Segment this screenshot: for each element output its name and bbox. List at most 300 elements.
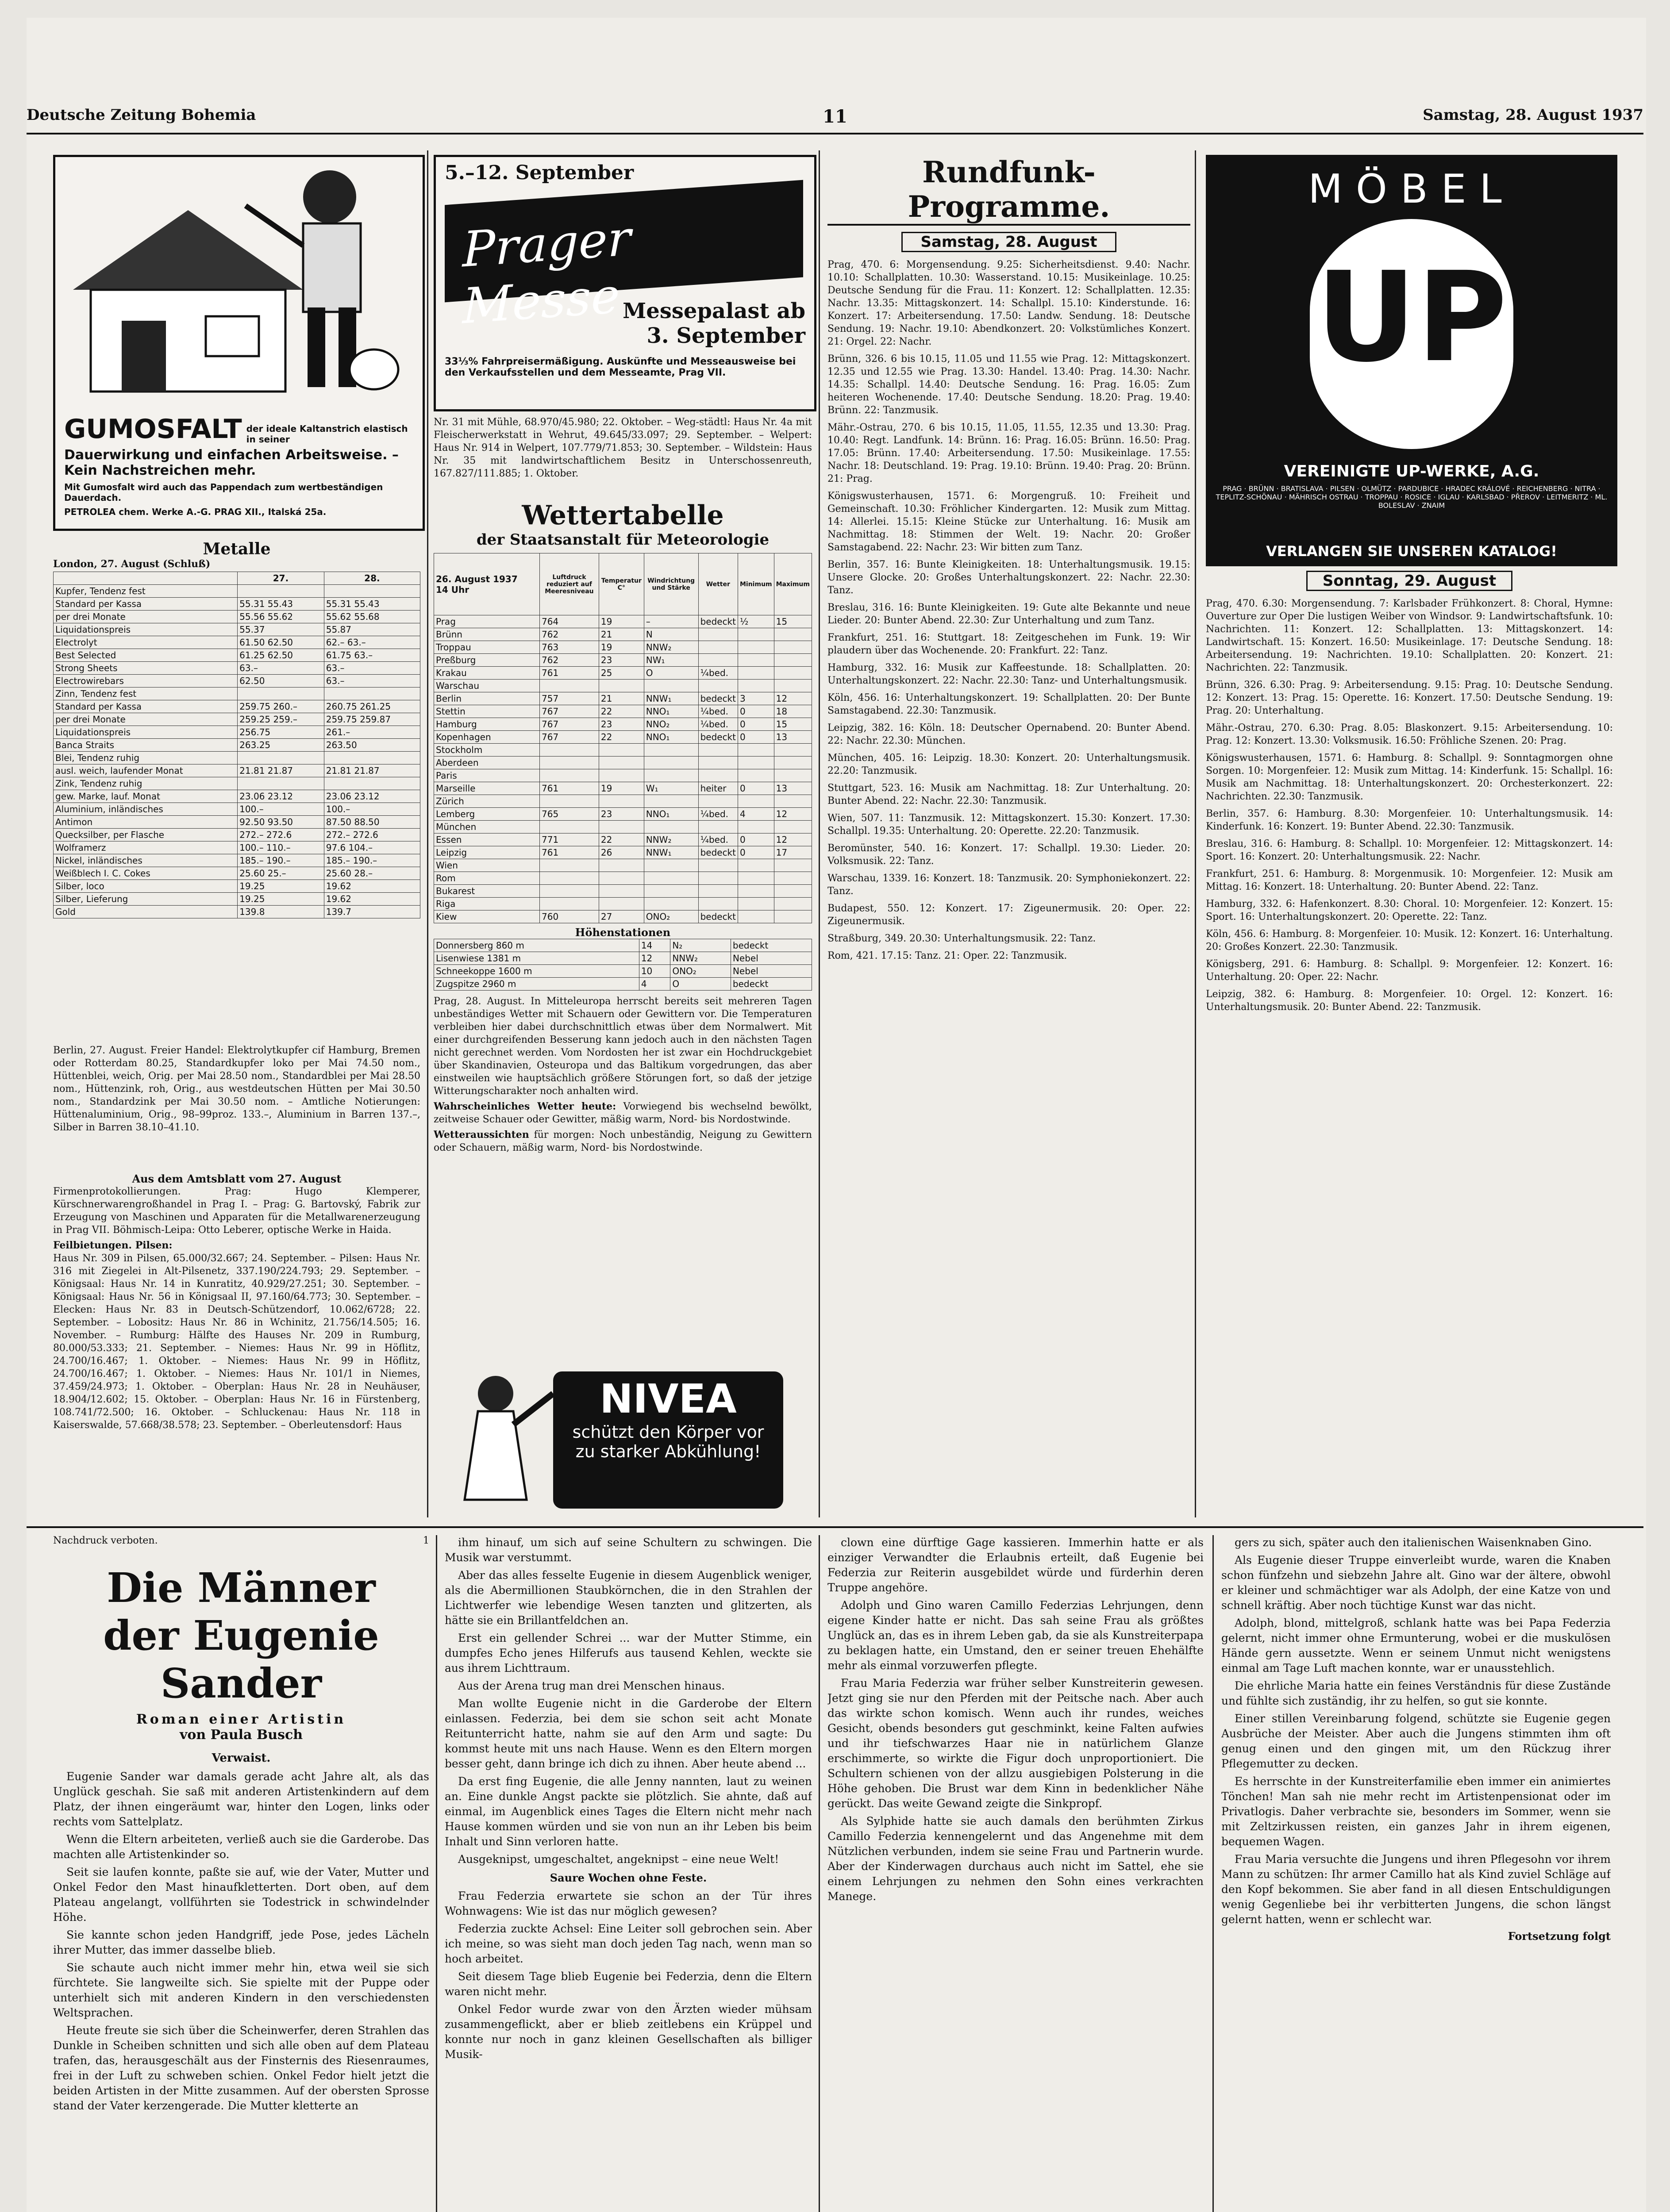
paragraph: Die ehrliche Maria hatte ein feines Verständnis für diese Zustände und fühlte sich zuständig, ihr zu helfen, so gut sie konnte. bbox=[1221, 1679, 1611, 1707]
metal-cell: 97.6 104.– bbox=[324, 841, 420, 854]
paragraph: Als Sylphide hatte sie auch damals den berühmten Zirkus Camillo Federzia kennengelernt und das Angenehme mit dem Nützlichen verbunden, indem sie seine Frau und Partnerin wurde. Aber der Kinderwagen durchaus auch nicht im Sattel, ehe sie einem Lehrjungen zu nehmen den Sohn eines verkrachten Manege. bbox=[827, 1815, 1204, 1903]
metal-cell: 19.25 bbox=[238, 880, 324, 893]
metal-cell: 100.– bbox=[238, 803, 324, 816]
metal-cell: Gold bbox=[54, 906, 238, 918]
metal-cell: 23.06 23.12 bbox=[324, 790, 420, 803]
wetter-cell: Stockholm bbox=[434, 744, 540, 757]
wetter-cell: Wien bbox=[434, 859, 540, 872]
table-row bbox=[54, 816, 420, 829]
rundfunk-sunday bbox=[1206, 571, 1613, 1517]
table-row bbox=[54, 636, 420, 649]
station-entry: Warschau, 1339. 16: Konzert. 18: Tanzmusik. 20: Symphoniekonzert. 22: Tanz. bbox=[827, 873, 1190, 897]
wetter-cell bbox=[540, 898, 599, 910]
metal-cell: 185.– 190.– bbox=[238, 854, 324, 867]
wetter-cell bbox=[774, 628, 812, 641]
paragraph: Adolph und Gino waren Camillo Federzias Lehrjungen, denn eigene Kinder hatte er nicht. Das sah seine Frau als größtes Unglück an, das es in ihrem Leben gab, da sie als Kunstreiterpapa zu beklagen hatte, ein Umstand, den er seiner treuen Ehehälfte mehr als einmal vorzuwerfen pflegte. bbox=[827, 1599, 1204, 1672]
wetter-cell bbox=[698, 628, 738, 641]
wetter-date-header bbox=[434, 553, 540, 615]
wetter-cell: ¼bed. bbox=[698, 705, 738, 718]
wetter-cell bbox=[644, 898, 698, 910]
table-row bbox=[54, 880, 420, 893]
station-entry: Brünn, 326. 6.30: Prag. 9: Arbeitersendung. 9.15: Prag. 10: Deutsche Sendung. 12: Konzert. 13: Prag. 15: Operette. 16: Konzert. 17.50: Deutsche Sendung. 19: Prag. 20: Unterhaltung. bbox=[1206, 680, 1613, 716]
wetter-cell bbox=[540, 757, 599, 769]
wetter-cell: ¼bed. bbox=[698, 808, 738, 821]
wetter-cell: 767 bbox=[540, 718, 599, 731]
paragraph: Heute freute sie sich über die Scheinwerfer, deren Strahlen das Dunkle in Scheiben schnitten und sich alle oben auf dem Plateau trafen, das, herausgeschält aus der Finsternis des Riesenraumes, frei in der Luft zu schweben schien. Onkel Fedor hielt jetzt die beiden Artisten in der Mitte zusammen. Auf der obersten Sprosse stand der Vater kerzengerade. Die Mutter kletterte an bbox=[53, 2024, 429, 2112]
metal-cell: Kupfer, Tendenz fest bbox=[54, 585, 238, 598]
paragraph: Seit sie laufen konnte, paßte sie auf, wie der Vater, Mutter und Onkel Fedor den Mast hinaufkletterten. Dort oben, auf dem Plateau angelangt, vollführten sie Todestrick in schwindelnder Höhe. bbox=[53, 1866, 429, 1924]
metal-cell: 25.60 25.– bbox=[238, 867, 324, 880]
wetter-cell bbox=[698, 757, 738, 769]
station-entry: Königswusterhausen, 1571. 6: Morgengruß. 10: Freiheit und Gemeinschaft. 10.30: Fröhlicher Kindergarten. 12: Musik zum Mittag. 14: Allerlei. 15.15: Kleine Stücke zur Unterhaltung. 16: Musik am Nachmittag. 18: Stimmen der Welt. 19: Nachr. 20: Großer Samstagabend. 22: Nachr. 23: Wir bitten zum Tanz. bbox=[827, 491, 1190, 553]
table-row bbox=[434, 615, 812, 628]
table-row bbox=[434, 757, 812, 769]
roman-text-2 bbox=[445, 1535, 812, 1867]
table-row bbox=[434, 821, 812, 833]
paragraph: Onkel Fedor wurde zwar von den Ärzten wieder mühsam zusammengeflickt, aber er blieb zeitlebens ein Krüppel und konnte nur noch in ganz kleinen Gesellschaften als billiger Musik- bbox=[445, 2003, 812, 2061]
wetter-cell: ONO₂ bbox=[644, 910, 698, 923]
station-entry: Mähr.-Ostrau, 270. 6.30: Prag. 8.05: Blaskonzert. 9.15: Arbeitersendung. 10: Prag. 12: Konzert. 13.30: Volksmusik. 16.50: Fröhliche Szenen. 20: Prag. bbox=[1206, 722, 1613, 746]
saturday-label: Samstag, 28. August bbox=[901, 232, 1116, 252]
wetter-cell bbox=[698, 872, 738, 885]
station-entry: Brünn, 326. 6 bis 10.15, 11.05 und 11.55 wie Prag. 12: Mittagskonzert. 12.35 und 12.55 wie Prag. 13.30: Handel. 13.40: Prag. 14.30: Nachr. 14.35: Schallpl. 14.40: Deutsche Sendung. 16: Prag. 16.05: Zum heiteren Wochenende. 17.40: Deutsche Sendung. 18.20: Prag. 19.40: Brünn. 22: Tanzmusik. bbox=[827, 353, 1190, 416]
paragraph: Ausgeknipst, umgeschaltet, angeknipst – eine neue Welt! bbox=[458, 1853, 779, 1866]
wetter-cell bbox=[738, 757, 774, 769]
wetter-cell bbox=[599, 795, 644, 808]
table-row bbox=[434, 641, 812, 654]
wetter-cell: 765 bbox=[540, 808, 599, 821]
wetter-cell: ¼bed. bbox=[698, 718, 738, 731]
metalle-table bbox=[53, 572, 420, 918]
table-row bbox=[54, 687, 420, 700]
table-row bbox=[434, 898, 812, 910]
metal-cell: 63.– bbox=[324, 675, 420, 687]
metal-cell: 185.– 190.– bbox=[324, 854, 420, 867]
metal-cell: ausl. weich, laufender Monat bbox=[54, 764, 238, 777]
wetter-cell: 21 bbox=[599, 692, 644, 705]
metal-cell: Nickel, inländisches bbox=[54, 854, 238, 867]
table-row bbox=[54, 611, 420, 623]
metal-cell: Liquidationspreis bbox=[54, 623, 238, 636]
hoehen-cell: bedeckt bbox=[731, 939, 812, 952]
metal-cell: Wolframerz bbox=[54, 841, 238, 854]
station-entry: Frankfurt, 251. 6: Hamburg. 8: Morgenmusik. 10: Morgenfeier. 12: Musik am Mittag. 16: Konzert. 18: Unterhaltung. 20: Bunter Abend. 22: Tanz. bbox=[1206, 868, 1613, 892]
station-entry: Prag, 470. 6: Morgensendung. 9.25: Sicherheitsdienst. 9.40: Nachr. 10.10: Schallplatten. 10.30: Wasserstand. 10.15: Musikeinlage. 10.25: Deutsche Sendung für die Frau. 11: Konzert. 12: Schallplatten. 12.35: Nachr. 13.35: Mittagskonzert. 14: Schallpl. 15.10: Kinderstunde. 16: Konzert. 17: Arbeitersendung. 17.50: Landw. Sendung. 18: Deutsche Sendung. 19: Nachr. 19.10: Abendkonzert. 20: Volkstümliches Konzert. 21: Orgel. 22: Nachr. bbox=[827, 259, 1190, 347]
metal-cell: 100.– 110.– bbox=[238, 841, 324, 854]
metal-cell: 19.62 bbox=[324, 893, 420, 906]
wetter-cell: bedeckt bbox=[698, 731, 738, 744]
hoehen-cell: Donnersberg 860 m bbox=[434, 939, 639, 952]
metal-cell: 19.62 bbox=[324, 880, 420, 893]
station-entry: Wien, 507. 11: Tanzmusik. 12: Mittagskonzert. 15.30: Konzert. 17.30: Schallpl. 19.35: Unterhaltung. 20: Operette. 22.20: Tanzmusik. bbox=[827, 813, 1190, 837]
wetter-h-max: Maximum bbox=[774, 553, 812, 615]
metal-cell: Zink, Tendenz ruhig bbox=[54, 777, 238, 790]
wetter-cell bbox=[698, 795, 738, 808]
messe-ad bbox=[434, 155, 816, 411]
wetter-h-wind: Windrichtung und Stärke bbox=[644, 553, 698, 615]
wetter-cell bbox=[738, 859, 774, 872]
station-entry: Hamburg, 332. 16: Musik zur Kaffeestunde. 18: Schallplatten. 20: Unterhaltungskonzert. 22: Nachr. 22.30: Tanz- und Unterhaltungsmusik. bbox=[827, 662, 1190, 686]
forecast-title: Wahrscheinliches Wetter heute: bbox=[434, 1101, 616, 1112]
wetter-cell: 23 bbox=[599, 654, 644, 667]
table-row bbox=[54, 623, 420, 636]
mobel-top: MÖBEL bbox=[1308, 166, 1515, 212]
wetter-cell bbox=[540, 821, 599, 833]
station-entry: Straßburg, 349. 20.30: Unterhaltungsmusik. 22: Tanz. bbox=[827, 933, 1096, 944]
chapter-title: Verwaist. bbox=[212, 1751, 271, 1765]
metal-cell: 87.50 88.50 bbox=[324, 816, 420, 829]
metal-cell bbox=[324, 585, 420, 598]
metal-cell: Strong Sheets bbox=[54, 662, 238, 675]
table-row bbox=[54, 598, 420, 611]
hoehen-cell: 4 bbox=[639, 978, 670, 991]
forecast-text: Vorwiegend bis wechselnd bewölkt, zeitweise Schauer oder Gewitter, mäßig warm, Nord- bis Nordostwinde. bbox=[434, 1101, 812, 1125]
table-row bbox=[434, 769, 812, 782]
wetter-cell bbox=[644, 859, 698, 872]
sunday-label: Sonntag, 29. August bbox=[1306, 571, 1512, 591]
table-row bbox=[434, 680, 812, 692]
metal-cell: 259.25 259.– bbox=[238, 713, 324, 726]
hoehen-cell: 10 bbox=[639, 965, 670, 978]
wetter-cell: W₁ bbox=[644, 782, 698, 795]
wetter-cell bbox=[774, 795, 812, 808]
metal-cell: 61.75 63.– bbox=[324, 649, 420, 662]
paragraph: Seit diesem Tage blieb Eugenie bei Federzia, denn die Eltern waren nicht mehr. bbox=[445, 1970, 812, 1998]
metal-cell bbox=[238, 687, 324, 700]
wetter-cell: 757 bbox=[540, 692, 599, 705]
station-entry: Stuttgart, 523. 16: Musik am Nachmittag. 18: Zur Unterhaltung. 20: Bunter Abend. 22: Nachr. 22.30: Tanzmusik. bbox=[827, 783, 1190, 806]
wetter-cell: Hamburg bbox=[434, 718, 540, 731]
metal-cell: 25.60 28.– bbox=[324, 867, 420, 880]
wetter-cell: 4 bbox=[738, 808, 774, 821]
nivea-text: schützt den Körper vor zu starker Abkühlung! bbox=[572, 1422, 764, 1461]
outlook-title: Wetteraussichten bbox=[434, 1129, 529, 1141]
hoehen-cell: ONO₂ bbox=[670, 965, 731, 978]
metal-cell: 62.– 63.– bbox=[324, 636, 420, 649]
wetter-cell bbox=[738, 821, 774, 833]
wetter-cell: Kopenhagen bbox=[434, 731, 540, 744]
wetter-time: 14 Uhr bbox=[436, 584, 469, 595]
roman-subtitle: Roman einer Artistin bbox=[136, 1712, 346, 1727]
wetter-cell: 13 bbox=[774, 782, 812, 795]
wetter-cell: 762 bbox=[540, 654, 599, 667]
wetter-cell bbox=[644, 757, 698, 769]
wetter-cell bbox=[540, 680, 599, 692]
gumosfalt-line1: Dauerwirkung und einfachen Arbeitsweise. – Kein Nachstreichen mehr. bbox=[64, 447, 399, 478]
metal-cell bbox=[324, 777, 420, 790]
wetter-cell: Marseille bbox=[434, 782, 540, 795]
wetter-cell: 22 bbox=[599, 833, 644, 846]
wetter-cell: Preßburg bbox=[434, 654, 540, 667]
wetter-cell: 0 bbox=[738, 833, 774, 846]
metal-cell: 263.25 bbox=[238, 739, 324, 752]
wetter-cell: bedeckt bbox=[698, 910, 738, 923]
wetter-cell: 761 bbox=[540, 846, 599, 859]
copyright-notice: Nachdruck verboten. bbox=[53, 1535, 158, 1546]
metal-cell: 21.81 21.87 bbox=[324, 764, 420, 777]
newspaper-name: Deutsche Zeitung Bohemia bbox=[27, 106, 256, 124]
mobel-cities: PRAG · BRÜNN · BRATISLAVA · PILSEN · OLMÜTZ · PARDUBICE · HRADEC KRÁLOVÉ · REICHENBERG · NITRA · TEPLITZ-SCHÖNAU · MÄHRISCH OSTRAU · TROPPAU · ROSICE · IGLAU · KARLSBAD · PŘEROV · LEITMERITZ · ML. BOLESLAV · ZNAIM bbox=[1216, 484, 1608, 510]
station-entry: Leipzig, 382. 6: Hamburg. 8: Morgenfeier. 10: Orgel. 12: Konzert. 16: Unterhaltungsmusik. 20: Bunter Abend. 22: Tanzmusik. bbox=[1206, 989, 1613, 1013]
amtsblatt-title: Aus dem Amtsblatt vom 27. August bbox=[132, 1172, 342, 1185]
nivea-box bbox=[553, 1371, 783, 1509]
wetter-cell: 761 bbox=[540, 667, 599, 680]
table-row bbox=[434, 718, 812, 731]
wetter-cell: Zürich bbox=[434, 795, 540, 808]
section-rule bbox=[27, 1526, 1643, 1528]
wetter-cell: 18 bbox=[774, 705, 812, 718]
paragraph: Frau Federzia erwartete sie schon an der Tür ihres Wohnwagens: Wie ist das nur möglich gewesen? bbox=[445, 1889, 812, 1917]
wetter-cell bbox=[644, 885, 698, 898]
wetter-cell bbox=[644, 795, 698, 808]
wetter-cell bbox=[644, 680, 698, 692]
paragraph: Es herrschte in der Kunstreiterfamilie eben immer ein animiertes Tönchen! Man sah nie mehr recht im Artistenpensionat oder im Privatlogis. Daher verbrachte sie, besonders im Sommer, wenn sie mit Zeltzirkussen reisten, ein ganzes Jahr in ihrem eigenen, bequemen Wagen. bbox=[1221, 1775, 1611, 1848]
table-row bbox=[54, 803, 420, 816]
table-row bbox=[54, 726, 420, 739]
metal-cell bbox=[238, 777, 324, 790]
station-entry: Königswusterhausen, 1571. 6: Hamburg. 8: Schallpl. 9: Sonntagmorgen ohne Sorgen. 10: Morgenfeier. 12: Musik zum Mittag. 14: Kinderfunk. 15: Schallpl. 16: Musik am Nachmittag. 18: Unterhaltungskonzert. 20: Orchesterkonzert. 22: Nachrichten. 22.30: Tanzmusik. bbox=[1206, 753, 1613, 802]
wetter-cell bbox=[774, 769, 812, 782]
wetter-cell bbox=[738, 769, 774, 782]
divider bbox=[1195, 150, 1196, 1517]
wetter-cell: Paris bbox=[434, 769, 540, 782]
metal-cell: 139.7 bbox=[324, 906, 420, 918]
table-row bbox=[434, 808, 812, 821]
page-number: 11 bbox=[823, 106, 847, 127]
table-row bbox=[434, 939, 812, 952]
roman-title2: der Eugenie Sander bbox=[103, 1612, 379, 1707]
metal-cell: 19.25 bbox=[238, 893, 324, 906]
metalle-col-27: 27. bbox=[238, 572, 324, 585]
wetter-cell bbox=[774, 885, 812, 898]
wetter-cell: 763 bbox=[540, 641, 599, 654]
wetter-cell bbox=[774, 859, 812, 872]
wetter-cell: Riga bbox=[434, 898, 540, 910]
wetter-cell bbox=[774, 910, 812, 923]
wetter-cell: 25 bbox=[599, 667, 644, 680]
station-entry: Hamburg, 332. 6: Hafenkonzert. 8.30: Choral. 10: Morgenfeier. 12: Konzert. 15: Sport. 16: Unterhaltungskonzert. 20: Operette. 22: Tanz. bbox=[1206, 899, 1613, 922]
wetter-cell: 762 bbox=[540, 628, 599, 641]
roman-text-3 bbox=[827, 1535, 1204, 1904]
wetter-cell bbox=[599, 885, 644, 898]
wetter-cell bbox=[540, 885, 599, 898]
wetter-cell: NNW₁ bbox=[644, 692, 698, 705]
paragraph: Aber das alles fesselte Eugenie in diesem Augenblick weniger, als die Abermillionen Staubkörnchen, die in den Strahlen der Lichtwerfer wie lebendige Wesen tanzten und glitzerten, als hätte sie ein Brillantfeldchen an. bbox=[445, 1569, 812, 1627]
wetter-cell bbox=[774, 654, 812, 667]
messe-dates: 5.–12. September bbox=[445, 161, 634, 184]
wetter-cell bbox=[738, 641, 774, 654]
paragraph: gers zu sich, später auch den italienischen Waisenknaben Gino. bbox=[1235, 1536, 1592, 1549]
wetter-cell: 27 bbox=[599, 910, 644, 923]
metal-cell: 256.75 bbox=[238, 726, 324, 739]
wetter-cell bbox=[774, 821, 812, 833]
wetter-cell: NNO₁ bbox=[644, 731, 698, 744]
wetter-cell: Stettin bbox=[434, 705, 540, 718]
wetter-cell bbox=[738, 872, 774, 885]
table-row bbox=[434, 952, 812, 965]
table-row bbox=[54, 777, 420, 790]
wetter-cell: Rom bbox=[434, 872, 540, 885]
feilbietungen-title: Feilbietungen. Pilsen: bbox=[53, 1240, 173, 1251]
gumosfalt-brand: GUMOSFALT bbox=[64, 414, 242, 445]
table-row bbox=[434, 731, 812, 744]
gumosfalt-text bbox=[64, 414, 414, 517]
table-row bbox=[434, 978, 812, 991]
wetter-table bbox=[434, 553, 812, 923]
paragraph: Aus der Arena trug man drei Menschen hinaus. bbox=[458, 1679, 725, 1692]
wetter-cell: 19 bbox=[599, 782, 644, 795]
metal-cell: Electrowirebars bbox=[54, 675, 238, 687]
table-row bbox=[434, 859, 812, 872]
wetter-cell bbox=[540, 769, 599, 782]
metal-cell: 261.– bbox=[324, 726, 420, 739]
table-row bbox=[434, 910, 812, 923]
installment-number: 1 bbox=[423, 1535, 429, 1546]
mobel-catalog: VERLANGEN SIE UNSEREN KATALOG! bbox=[1266, 543, 1557, 560]
metal-cell: 63.– bbox=[238, 662, 324, 675]
wetter-cell: Lemberg bbox=[434, 808, 540, 821]
metal-cell: 55.87 bbox=[324, 623, 420, 636]
table-row bbox=[434, 705, 812, 718]
mobel-up-ad bbox=[1206, 155, 1617, 566]
wetter-cell bbox=[599, 859, 644, 872]
metal-cell: 272.– 272.6 bbox=[324, 829, 420, 841]
metal-cell: 55.62 55.68 bbox=[324, 611, 420, 623]
wetter-cell bbox=[599, 872, 644, 885]
station-entry: Köln, 456. 6: Hamburg. 8: Morgenfeier. 10: Musik. 12: Konzert. 16: Unterhaltung. 20: Großes Konzert. 22.30: Tanzmusik. bbox=[1206, 929, 1613, 952]
mobel-oval bbox=[1310, 219, 1513, 449]
metal-cell: Zinn, Tendenz fest bbox=[54, 687, 238, 700]
table-row bbox=[434, 885, 812, 898]
paragraph: clown eine dürftige Gage kassieren. Immerhin hatte er als einziger Verwandter die Erlaubnis erteilt, daß Eugenie bei Federzia zur Reiterin ausgebildet würde und fürderhin deren Truppe angehöre. bbox=[827, 1536, 1204, 1594]
table-row bbox=[434, 846, 812, 859]
wetter-cell: 19 bbox=[599, 615, 644, 628]
wetter-cell: – bbox=[644, 615, 698, 628]
wetter-cell: Kiew bbox=[434, 910, 540, 923]
table-row bbox=[54, 752, 420, 764]
wetter-cell bbox=[644, 769, 698, 782]
wetter-cell: Aberdeen bbox=[434, 757, 540, 769]
wetter-title: Wettertabelle bbox=[522, 500, 724, 531]
table-row bbox=[434, 654, 812, 667]
station-entry: Mähr.-Ostrau, 270. 6 bis 10.15, 11.05, 11.55, 12.35 und 13.30: Prag. 10.40: Regt. Landfunk. 14: Brünn. 16: Prag. 16.05: Brünn. 16.50: Prag. 17.05: Brünn. 17.40: Arbeitersendung. 17.50: Musikeinlage. 17.55: Nachr. 18: Deutschland. 19: Prag. 19.10: Brünn. 19.40: Prag. 20: Brünn. 21: Prag. bbox=[827, 422, 1190, 484]
wetter-cell: NNW₁ bbox=[644, 846, 698, 859]
wetter-cell bbox=[599, 898, 644, 910]
wetter-cell bbox=[738, 795, 774, 808]
wetter-cell: Warschau bbox=[434, 680, 540, 692]
table-row bbox=[54, 906, 420, 918]
hoehen-cell: Zugspitze 2960 m bbox=[434, 978, 639, 991]
table-row bbox=[434, 965, 812, 978]
roman-text-2b bbox=[445, 1889, 812, 2062]
table-row bbox=[54, 700, 420, 713]
table-row bbox=[434, 667, 812, 680]
saturday-programme bbox=[827, 258, 1190, 962]
hoehen-cell: 12 bbox=[639, 952, 670, 965]
wetter-h-temp: Temperatur C° bbox=[599, 553, 644, 615]
wetter-cell bbox=[644, 744, 698, 757]
wetter-cell bbox=[698, 744, 738, 757]
paragraph: Frau Maria Federzia war früher selber Kunstreiterin gewesen. Jetzt ging sie nur den Pferden mit der Peitsche nach. Aber auch das wirkte schon komisch. Wenn auch ihr rundes, weiches Gesicht, obends besonders gut geschminkt, keine Falten aufwies und ihr tiefschwarzes Haar nie in natürlichem Glanze erschimmerte, so wirkte die Figur doch unproportioniert. Die Schultern schienen von der allzu ausgiebigen Polsterung in die Höhe gehoben. Die Brust war dem Kinn in bedenklicher Nähe gerückt. Das weite Gewand zeigte die Sinkpropf. bbox=[827, 1677, 1204, 1810]
table-row bbox=[54, 893, 420, 906]
metal-cell: 139.8 bbox=[238, 906, 324, 918]
metal-cell: 92.50 93.50 bbox=[238, 816, 324, 829]
metal-cell: 55.31 55.43 bbox=[324, 598, 420, 611]
continuation-note: Fortsetzung folgt bbox=[1508, 1930, 1611, 1943]
wetter-cell: 22 bbox=[599, 731, 644, 744]
wetter-cell bbox=[540, 872, 599, 885]
table-row bbox=[434, 692, 812, 705]
wetter-cell: 12 bbox=[774, 833, 812, 846]
metalle-col-28: 28. bbox=[324, 572, 420, 585]
gumosfalt-maker: PETROLEA chem. Werke A.-G. PRAG XII., Italská 25a. bbox=[64, 507, 327, 517]
gumosfalt-claim: der ideale Kaltanstrich elastisch in seiner bbox=[246, 423, 408, 445]
hoehen-cell: bedeckt bbox=[731, 978, 812, 991]
wetter-cell: 761 bbox=[540, 782, 599, 795]
wetter-section bbox=[434, 500, 812, 1363]
wetter-cell bbox=[738, 654, 774, 667]
wetter-cell bbox=[698, 641, 738, 654]
station-entry: Prag, 470. 6.30: Morgensendung. 7: Karlsbader Frühkonzert. 8: Choral, Hymne: Ouverture zur Oper Die lustigen Weiber von Windsor. 9: Landwirtschaftsfunk. 10: Nachrichten. 11: Konzert. 12: Schallplatten. 13: Mittagskonzert. 14: Landwirtschaft. 15: Konzert. 16.50: Musikeinlage. 17: Deutsche Sendung. 18: Arbeitersendung. 19: Nachrichten. 19.10: Schallplatten. 20: Konzert. 21: Nachrichten. 22: Tanzmusik. bbox=[1206, 598, 1613, 673]
metal-cell: 260.75 261.25 bbox=[324, 700, 420, 713]
hoehen-cell: NNW₂ bbox=[670, 952, 731, 965]
metal-cell: Weißblech I. C. Cokes bbox=[54, 867, 238, 880]
metal-cell: Liquidationspreis bbox=[54, 726, 238, 739]
wetter-cell: Prag bbox=[434, 615, 540, 628]
wetter-cell bbox=[774, 898, 812, 910]
metal-cell: Blei, Tendenz ruhig bbox=[54, 752, 238, 764]
rundfunk-title: Rundfunk-Programme. bbox=[827, 155, 1190, 226]
wetter-cell bbox=[738, 898, 774, 910]
metal-cell: 23.06 23.12 bbox=[238, 790, 324, 803]
roman-text-4 bbox=[1221, 1535, 1611, 1927]
wetter-cell: 771 bbox=[540, 833, 599, 846]
metalle-berlin: Berlin, 27. August. Freier Handel: Elektrolytkupfer cif Hamburg, Bremen oder Rotterdam 80.25, Standardkupfer loko per Mai 74.50 nom., Hüttenblei, weich, Orig. per Mai 28.50 nom., Standardblei per Mai 28.50 nom., Hüttenzink, roh, Orig., aus westdeutschen Hütten per Mai 30.50 nom., Standardzink per Mai 30.50 nom. – Amtliche Notierungen: Hüttenaluminium, Orig., 98–99proz. 133.–, Aluminium in Barren 137.–, Silber in Barren 38.10–41.10. bbox=[53, 1045, 420, 1133]
wetter-cell bbox=[644, 821, 698, 833]
station-entry: Beromünster, 540. 16: Konzert. 17: Schallpl. 19.30: Lieder. 20: Volksmusik. 22: Tanz. bbox=[827, 843, 1190, 867]
wetter-cell bbox=[599, 769, 644, 782]
wetter-cell: Troppau bbox=[434, 641, 540, 654]
wetter-cell bbox=[540, 795, 599, 808]
wetter-cell bbox=[540, 744, 599, 757]
wetter-cell: 3 bbox=[738, 692, 774, 705]
chapter-title-2: Saure Wochen ohne Feste. bbox=[550, 1871, 707, 1884]
wetter-cell: 21 bbox=[599, 628, 644, 641]
wetter-cell: heiter bbox=[698, 782, 738, 795]
wetter-cell bbox=[698, 898, 738, 910]
wetter-cell: 0 bbox=[738, 731, 774, 744]
hoehen-cell: 14 bbox=[639, 939, 670, 952]
metalle-title: Metalle bbox=[203, 540, 271, 558]
nivea-brand: NIVEA bbox=[600, 1376, 737, 1422]
metal-cell bbox=[238, 585, 324, 598]
wetter-cell: bedeckt bbox=[698, 692, 738, 705]
wetter-cell: Krakau bbox=[434, 667, 540, 680]
amtsblatt-section bbox=[53, 1172, 420, 1517]
roman-text-1 bbox=[53, 1769, 429, 2113]
roman-title1: Die Männer bbox=[107, 1564, 376, 1612]
paragraph: Erst ein gellender Schrei ... war der Mutter Stimme, ein dumpfes Echo jenes Hilferufs aus tausend Kehlen, weckte sie aus ihrem Lichttraum. bbox=[445, 1632, 812, 1674]
wetter-cell: 0 bbox=[738, 718, 774, 731]
wetter-cell: ¼bed. bbox=[698, 833, 738, 846]
wetter-cell: NNW₂ bbox=[644, 641, 698, 654]
paragraph: Sie schaute auch nicht immer mehr hin, etwa weil sie sich fürchtete. Sie langweilte sich. Sie spielte mit der Puppe oder unterhielt sich mit anderen Kindern in den verschiedensten Weltsprachen. bbox=[53, 1961, 429, 2019]
wetter-cell: bedeckt bbox=[698, 846, 738, 859]
wetter-cell: 760 bbox=[540, 910, 599, 923]
messe-note: 33⅓% Fahrpreisermäßigung. Auskünfte und Messeausweise bei den Verkaufsstellen und dem Messeamte, Prag VII. bbox=[445, 356, 796, 378]
wetter-h-wetter: Wetter bbox=[698, 553, 738, 615]
table-row bbox=[54, 841, 420, 854]
